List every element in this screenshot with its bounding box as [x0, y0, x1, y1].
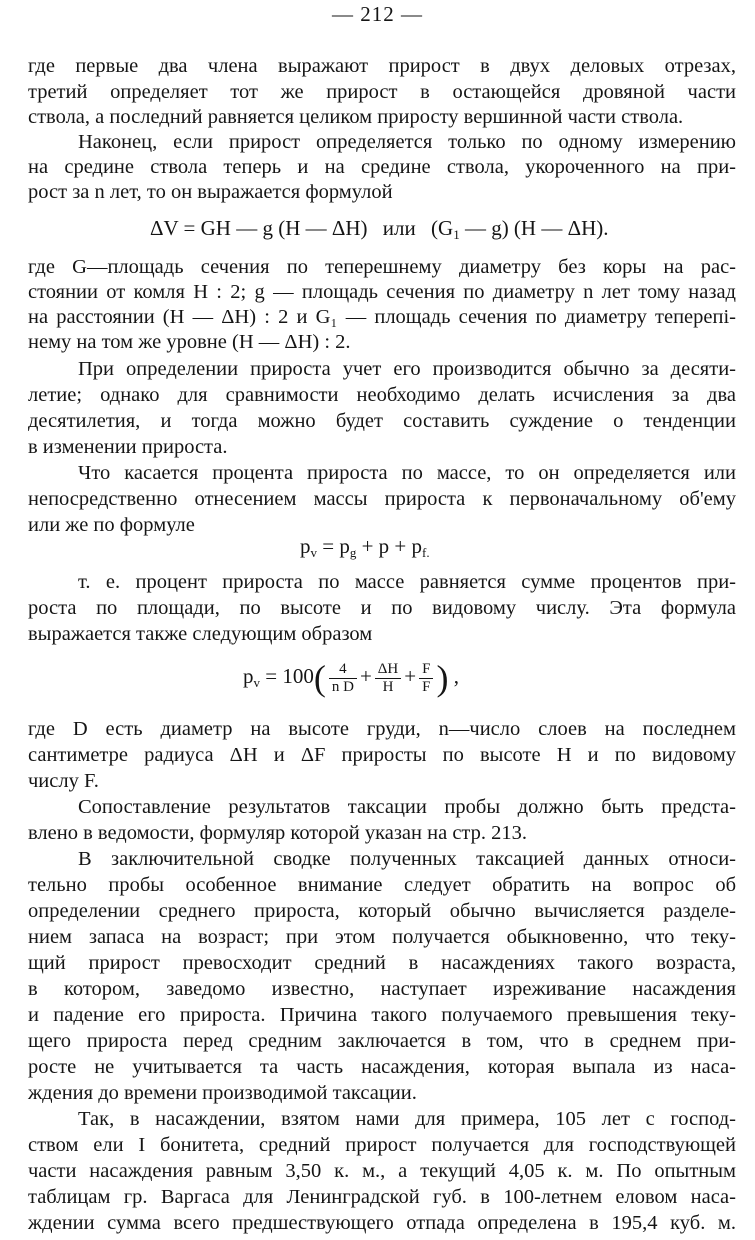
formula-subscript: v	[253, 674, 260, 690]
text-line: на расстоянии (H — ΔH) : 2 и G₁ — площадь сечения по диаметру теперепі-	[28, 306, 736, 328]
fraction-numerator: ΔH	[375, 661, 401, 679]
text-line: летие; однако для сравнимости необходимо делать исчисления за два	[28, 384, 736, 406]
formula-part: = p	[317, 534, 350, 558]
fraction-numerator: F	[419, 661, 433, 679]
formula-subscript: 1	[453, 227, 460, 242]
text-line: или же по формуле	[28, 514, 195, 536]
text-line: где первые два члена выражают прирост в двух деловых отрезах,	[28, 55, 736, 77]
text-line: При определении прироста учет его производится обычно за десяти-	[78, 358, 736, 380]
text-line: и падение его прироста. Причина такого получаемого превышения теку-	[28, 1004, 736, 1026]
formula-subscript: f.	[422, 545, 430, 560]
text-line: рост за n лет, то он выражается формулой	[28, 181, 393, 203]
text-line: влено в ведомости, формуляр которой указан на стр. 213.	[28, 822, 528, 844]
text-line: щий прирост превосходит средний в насаждениях такого возраста,	[28, 952, 736, 974]
text-line: числу F.	[28, 770, 99, 792]
formula-part: (G	[431, 216, 454, 240]
formula-subscript: g	[349, 545, 357, 560]
formula-subscript: v	[310, 545, 317, 560]
formula-percent-sum	[300, 533, 430, 566]
formula-part: p	[243, 663, 254, 688]
text-line: нием запаса на возраст; при этом получается обыкновенно, что теку-	[28, 926, 736, 948]
text-line: нему на том же уровне (H — ΔH) : 2.	[28, 331, 351, 353]
formula-increment-volume	[150, 215, 609, 248]
fraction	[419, 661, 433, 696]
fraction	[329, 661, 357, 696]
text-line: стоянии от комля H : 2; g — площадь сечения по диаметру n лет тому назад	[28, 281, 736, 303]
fraction-numerator: 4	[329, 661, 357, 679]
text-line: ством ели I бонитета, средний прирост получается для господствующей	[28, 1134, 736, 1156]
text-line: В заключительной сводке полученных таксацией данных относи-	[78, 848, 736, 870]
text-line: выражается также следующим образом	[28, 623, 373, 645]
formula-part: — g) (H — ΔH).	[459, 216, 609, 240]
text-line: щего прироста перед средним заключается в том, что в среднем при-	[28, 1030, 736, 1052]
formula-connector: или	[382, 216, 416, 240]
text-line: где G—площадь сечения по теперешнему диаметру без коры на рас-	[28, 256, 736, 278]
formula-paren: )	[436, 658, 449, 698]
text-line: сантиметре радиуса ΔH и ΔF приросты по высоте H и по видовому	[28, 744, 736, 766]
text-line: тельно пробы особенное внимание следует обратить на вопрос об	[28, 874, 736, 896]
fraction-denominator: n D	[331, 678, 354, 695]
text-line: определении среднего прироста, который обычно вычисляется разделе-	[28, 900, 736, 922]
text-line: Так, в насаждении, взятом нами для примера, 105 лет с господ-	[78, 1108, 736, 1130]
text-line: на средине ствола теперь и на средине ствола, укороченного на при-	[28, 156, 736, 178]
text-line: ждения до времени производимой таксации.	[28, 1082, 417, 1104]
text-line: непосредственно отнесением массы прироста к первоначальному об'ему	[28, 488, 736, 510]
text-line: роста по площади, по высоте и по видовому числу. Эта формула	[28, 597, 736, 619]
fraction	[375, 661, 401, 696]
text-line: в котором, заведомо известно, наступает изреживание насаждения	[28, 978, 736, 1000]
formula-part: = 100	[260, 663, 314, 688]
text-line: Что касается процента прироста по массе, то он определяется или	[78, 462, 736, 484]
formula-operator: +	[359, 663, 372, 688]
fraction-denominator: H	[382, 678, 394, 695]
text-line: ствола, а последний равняется целиком приросту вершинной части ствола.	[28, 106, 684, 128]
text-line: Сопоставление результатов таксации пробы должно быть предста-	[78, 796, 736, 818]
text-line: таблицам гр. Варгаса для Ленинградской губ. в 100-летнем еловом наса-	[28, 1186, 736, 1208]
formula-part: + p + p	[356, 534, 423, 558]
text-line: десятилетия, и тогда можно будет составить суждение о тенденции	[28, 410, 736, 432]
formula-part: ,	[448, 663, 459, 688]
text-line: в изменении прироста.	[28, 436, 228, 458]
text-line: Наконец, если прирост определяется только по одному измерению	[78, 131, 736, 153]
text-line: ждении сумма всего предшествующего отпада определена в 195,4 куб. м.	[28, 1212, 736, 1234]
formula-part: p	[300, 534, 311, 558]
formula-part: ΔV = GH — g (H — ΔH)	[150, 216, 368, 240]
text-line: где D есть диаметр на высоте груди, n—число слоев на последнем	[28, 718, 736, 740]
text-line: т. е. процент прироста по массе равняется сумме процентов при-	[78, 571, 736, 593]
formula-paren: (	[313, 658, 326, 698]
page-number: — 212 —	[332, 2, 423, 26]
text-line: части насаждения равным 3,50 к. м., а текущий 4,05 к. м. По опытным	[28, 1160, 736, 1182]
text-line: росте не учитывается та часть насаждения, которая выпала из наса-	[28, 1056, 736, 1078]
formula-operator: +	[404, 663, 417, 688]
fraction-denominator: F	[422, 678, 431, 695]
formula-percent-expanded	[243, 660, 459, 696]
text-line: третий определяет тот же прирост в остающейся дровяной части	[28, 81, 736, 103]
